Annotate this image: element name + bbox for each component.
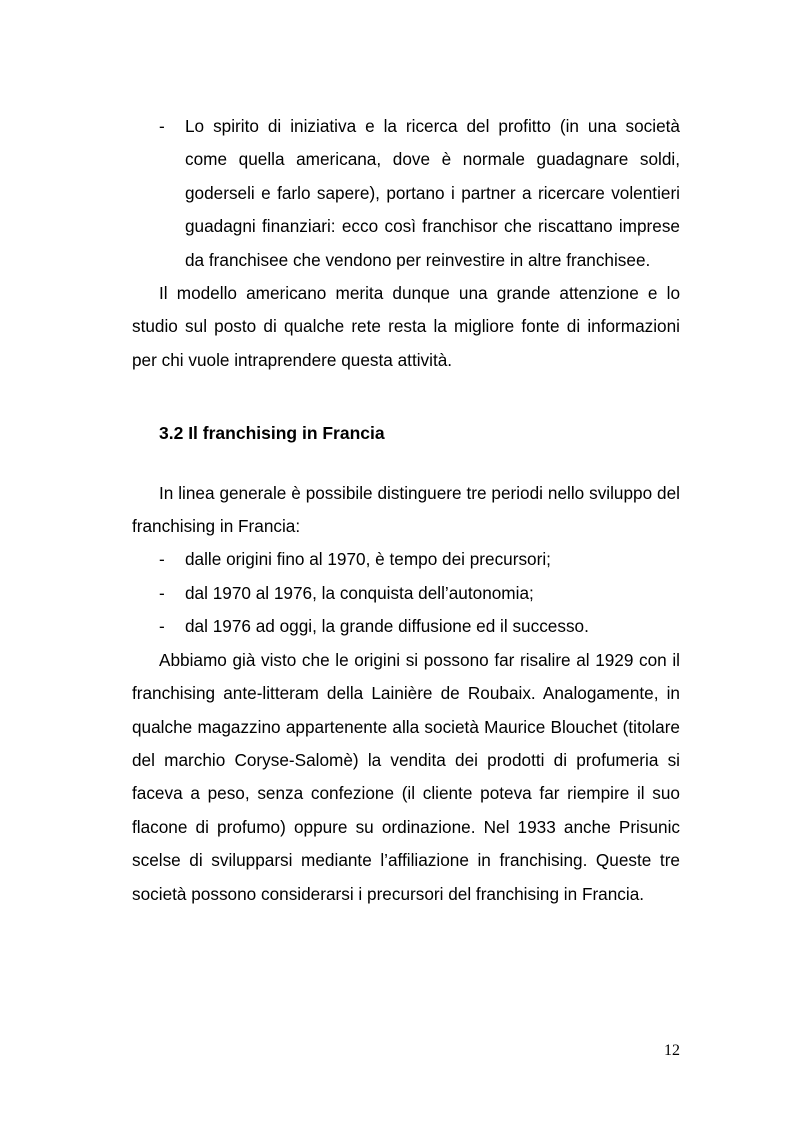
period-text: dal 1976 ad oggi, la grande diffusione ed il successo.: [185, 616, 589, 637]
period-item-1: [132, 543, 680, 576]
document-body: [132, 110, 680, 911]
period-text: dalle origini fino al 1970, è tempo dei precursori;: [185, 549, 551, 570]
section-heading: 3.2 Il franchising in Francia: [159, 423, 385, 444]
bullet-dash: -: [159, 582, 165, 603]
page-number: 12: [664, 1042, 680, 1059]
period-text: dal 1970 al 1976, la conquista dell’autonomia;: [185, 582, 534, 603]
paragraph-origins: Abbiamo già visto che le origini si possono far risalire al 1929 con il franchising ante-litteram della Lainière de Roubaix. Analogamente, in qualche magazzino appartenente alla società Maurice Blouchet (titolare del marchio Coryse-Salomè) la vendita dei prodotti di profumeria si faceva a peso, senza confezione (il cliente poteva far riempire il suo flacone di profumo) oppure su ordinazione. Nel 1933 anche Prisunic scelse di svilupparsi mediante l’affiliazione in franchising. Queste tre società possono considerarsi i precursori del franchising in Francia.: [132, 649, 680, 904]
period-item-2: [132, 577, 680, 610]
paragraph-three-periods: In linea generale è possibile distinguere tre periodi nello sviluppo del franchising in Francia:: [132, 482, 680, 537]
period-item-3: [132, 610, 680, 643]
paragraph-american-model: Il modello americano merita dunque una grande attenzione e lo studio sul posto di qualche rete resta la migliore fonte di informazioni per chi vuole intraprendere questa attività.: [132, 283, 680, 370]
bullet-profit-spirit: [132, 110, 680, 277]
bullet-dash: -: [159, 116, 165, 136]
bullet-dash: -: [159, 616, 165, 637]
bullet-text: Lo spirito di iniziativa e la ricerca del profitto (in una società come quella americana, dove è normale guadagnare soldi, goderseli e farlo sapere), portano i partner a ricercare volentieri guadagni finanziari: ecco così franchisor che riscattano imprese da franchisee che vendono per reinvestire in altre franchisee.: [185, 116, 680, 270]
bullet-dash: -: [159, 549, 165, 570]
